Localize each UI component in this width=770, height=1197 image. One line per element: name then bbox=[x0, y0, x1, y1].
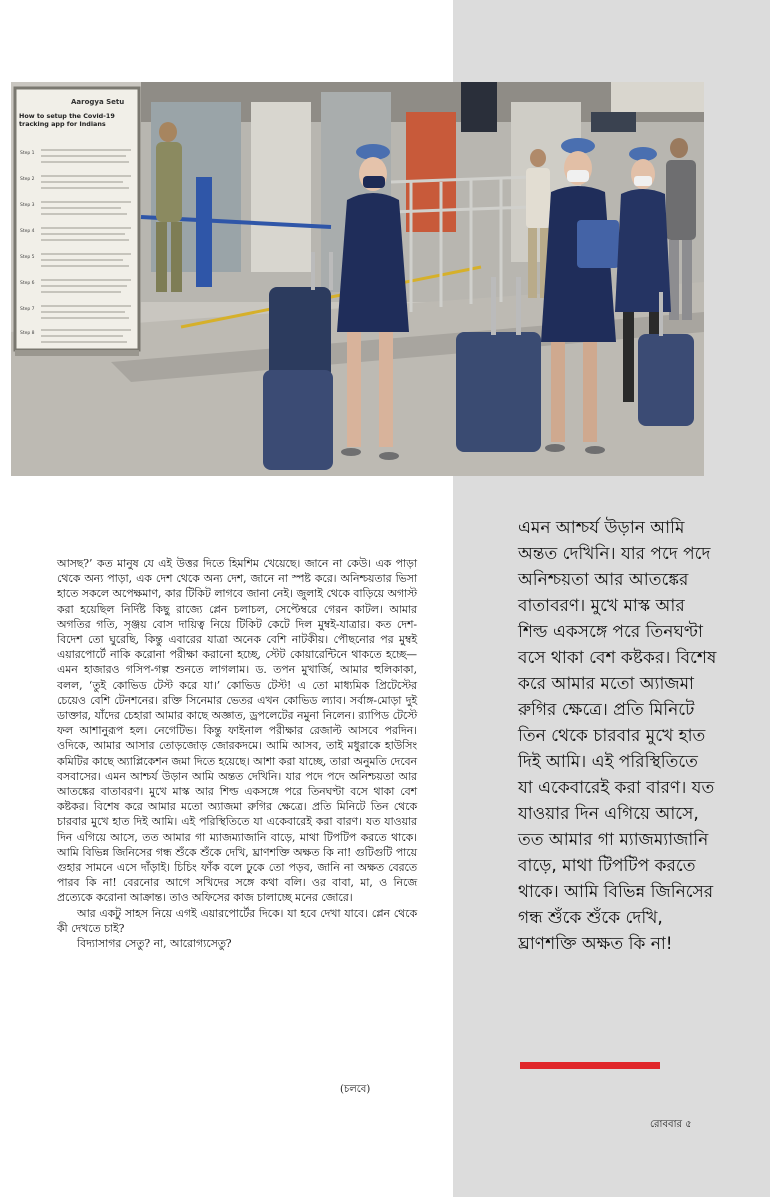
sign-heading: How to setup the Covid-19 tracking app for Indians bbox=[19, 112, 115, 128]
sign-step-3: Step 3 bbox=[20, 203, 35, 208]
page-folio: রোববার ৫ bbox=[650, 1119, 692, 1130]
article-paragraph-1: আসছ?’ কত মানুষ যে এই উত্তর দিতে হিমশিম খেয়েছে। জানে না কেউ। এক পাড়া থেকে অন্য পাড়া, এক দেশ থেকে অন্য দেশ, জানে না স্পষ্ট করে। অনিশ্চয়তার ভিসা হাতে সকলে অপেক্ষমাণ, কার টিকিট লাগবে জানা নেই। জুলাই থেকে বাড়িয়ে অগাস্ট করা হয়েছিল নির্দিষ্ট কিছু রাজ্যে প্লেন চলাচল, সেপ্টেম্বরে গেরন কাটল। আমার অগতির গতি, সৃঞ্জয় বোস দায়িত্ব নিয়ে টিকিট কেটে দিল মুম্বই-যাত্রার। কত দেশ-বিদেশ তো ঘুরেছি, কিন্তু এবারের যাত্রা অনেক বেশি নাটকীয়। পৌছনোর পর মুম্বই এয়ারপোর্টে নাকি করোনা পরীক্ষা করানো হচ্ছে, স্টেট কোয়ারেন্টিনে থাকতে হচ্ছে— এমন হাজারও গসিপ-গল্প শুনতে লাগলাম। ড. তপন মুখার্জি, আমার হুলিকাকা, বলল, ‘তুই কোভিড টেস্ট করে যা।’ কোভিড টেস্ট! এ তো মাধ্যমিক প্রিটেস্টের চেয়েও বেশি টেনশনের। রক্তি সিনেমার ভেতর এখন কোভিড ল্যাব। সর্বাঙ্গ-মোড়া দুই ডাক্তার, যাঁদের চেহারা আমার কাছে অজ্ঞাত, ড্রপলেটের নমুনা নিলেন। র‍্যাপিড টেস্টে ফল আশানুরূপ হল। নেগেটিভ। কিন্তু ফাইনাল পরীক্ষার রেজাল্ট আসবে পরদিন। ওদিকে, আমার আসার তোড়জোড় জোরকদমে। আমি আসব, তাই মধুরাকে হাউসিং কমিটির কাছে অ্যাপ্লিকেশন জমা দিতে হয়েছে। আশা করা যাচ্ছে, তারা অনুমতি দেবেন বসবাসের। এমন আশ্চর্য উড়ান আমি অন্তত দেখিনি। যার পদে পদে অনিশ্চয়তা আর আতঙ্কের বাতাবরণ। মুখে মাস্ক আর শিল্ড একসঙ্গে পরে তিনঘণ্টা বসে থাকা বেশ কষ্টকর। বিশেষ করে আমার মতো অ্যাজমা রুগির ক্ষেত্রে। প্রতি মিনিটে তিন থেকে চারবার মুখে হাত দিই আমি। এই পরিস্থিতিতে যা একেবারেই করা বারণ। যত যাওয়ার দিন এগিয়ে আসে, তত আমার গা ম্যাজম্যাজানি বাড়ে, মাথা টিপটিপ করতে থাকে। আমি বিভিন্ন জিনিসের গন্ধ শুঁকে শুঁকে দেখি, ঘ্রাণশক্তি অক্ষত কি না! গুটিগুটি পায়ে গুহার সামনে এসে দাঁড়াই। চিচিং ফাঁক বলে ঢুকে তো পড়ব, জানি না অক্ষত বেরতে পারব কি না! বেরনোর আগে সখিদের সঙ্গে কথা বলি। ওর বাবা, মা, ও নিজে প্রত্যেকে করোনা আক্রান্ত। তাও অফিসের কাজ চালাচ্ছে মনের জোরে। bbox=[57, 557, 417, 905]
article-paragraph-3: বিদ্যাসাগর সেতু? না, আরোগ্যসেতু? bbox=[77, 937, 232, 951]
sign-step-5: Step 5 bbox=[20, 255, 35, 260]
sign-step-4: Step 4 bbox=[20, 229, 35, 234]
pull-quote: এমন আশ্চর্য উড়ান আমি অন্তত দেখিনি। যার পদে পদে অনিশ্চয়তা আর আতঙ্কের বাতাবরণ। মুখে মাস্ক আর শিল্ড একসঙ্গে পরে তিনঘণ্টা বসে থাকা বেশ কষ্টকর। বিশেষ করে আমার মতো অ্যাজমা রুগির ক্ষেত্রে। প্রতি মিনিটে তিন থেকে চারবার মুখে হাত দিই আমি। এই পরিস্থিতিতে যা একেবারেই করা বারণ। যত যাওয়ার দিন এগিয়ে আসে, তত আমার গা ম্যাজম্যাজানি বাড়ে, মাথা টিপটিপ করতে থাকে। আমি বিভিন্ন জিনিসের গন্ধ শুঁকে শুঁকে দেখি, ঘ্রাণশক্তি অক্ষত কি না! bbox=[518, 518, 717, 954]
sign-step-8: Step 8 bbox=[20, 331, 35, 336]
airport-photo bbox=[11, 82, 704, 476]
article-body bbox=[57, 556, 417, 951]
sign-step-6: Step 6 bbox=[20, 281, 35, 286]
sign-step-1: Step 1 bbox=[20, 151, 35, 156]
accent-rule bbox=[520, 1062, 660, 1069]
continued-note: (চলবে) bbox=[340, 1084, 371, 1095]
sign-step-2: Step 2 bbox=[20, 177, 35, 182]
sign-step-7: Step 7 bbox=[20, 307, 35, 312]
sign-title: Aarogya Setu bbox=[71, 98, 125, 106]
article-paragraph-2: আর একটু সাহস নিয়ে এগই এয়ারপোর্টের দিকে। যা হবে দেখা যাবে। প্লেন থেকে কী দেখতে চাই? bbox=[57, 906, 417, 935]
